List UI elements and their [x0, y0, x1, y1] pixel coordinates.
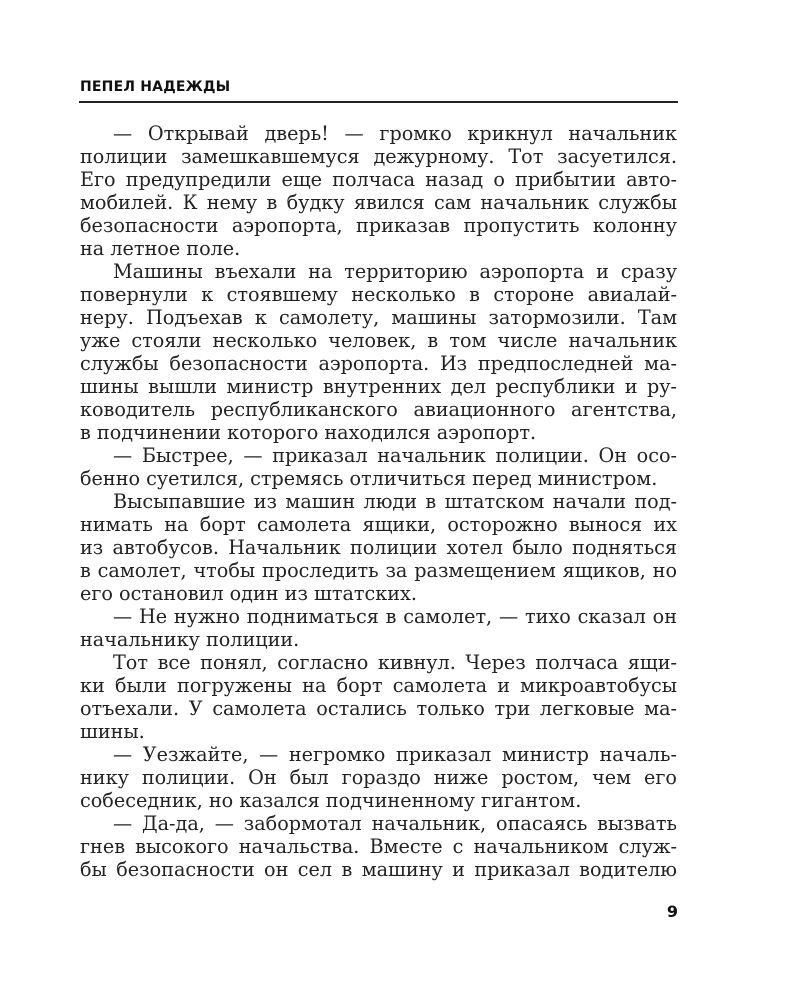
text-line: шины вышли министр внутренних дел республики и ру-: [80, 375, 677, 398]
text-line: нику полиции. Он был гораздо ниже ростом, чем его: [80, 766, 677, 789]
text-line: его остановил один из штатских.: [80, 582, 417, 605]
text-line: в самолет, чтобы проследить за размещением ящиков, но: [80, 559, 677, 582]
text-line: безопасности аэропорта, приказав пропустить колонну: [80, 214, 677, 237]
text-line: — Не нужно подниматься в самолет, — тихо сказал он: [113, 605, 677, 628]
running-title: ПЕПЕЛ НАДЕЖДЫ: [80, 79, 231, 95]
text-line: повернули к стоявшему несколько в стороне авиалай-: [80, 283, 677, 306]
text-line: неру. Подъехав к самолету, машины затормозили. Там: [80, 306, 677, 329]
header-rule: [79, 101, 678, 103]
text-line: уже стояли несколько человек, в том числе начальник: [80, 329, 677, 352]
text-line: собеседник, но казался подчиненному гигантом.: [80, 789, 582, 812]
text-line: службы безопасности аэропорта. Из предпоследней ма-: [80, 352, 677, 375]
body-text: [80, 122, 677, 881]
text-line: нимать на борт самолета ящики, осторожно вынося их: [80, 513, 677, 536]
text-line: отъехали. У самолета остались только три легковые ма-: [80, 697, 677, 720]
text-line: из автобусов. Начальник полиции хотел было подняться: [80, 536, 677, 559]
text-line: Его предупредили еще полчаса назад о прибытии авто-: [80, 168, 677, 191]
text-line: — Открывай дверь! — громко крикнул начальник: [113, 122, 677, 145]
text-line: — Да-да, — забормотал начальник, опасаясь вызвать: [113, 812, 677, 835]
text-line: — Быстрее, — приказал начальник полиции. Он осо-: [113, 444, 677, 467]
text-line: Машины въехали на территорию аэропорта и сразу: [113, 260, 677, 283]
text-line: — Уезжайте, — негромко приказал министр началь-: [113, 743, 677, 766]
text-line: гнев высокого начальства. Вместе с начальником служ-: [80, 835, 677, 858]
page-number: 9: [666, 902, 678, 921]
text-line: бы безопасности он сел в машину и приказал водителю: [80, 858, 677, 881]
text-line: шины.: [80, 720, 145, 743]
text-line: Тот все понял, согласно кивнул. Через полчаса ящи-: [113, 651, 677, 674]
text-line: ки были погружены на борт самолета и микроавтобусы: [80, 674, 677, 697]
text-line: полиции замешкавшемуся дежурному. Тот засуетился.: [80, 145, 677, 168]
text-line: начальнику полиции.: [80, 628, 300, 651]
text-line: Высыпавшие из машин люди в штатском начали под-: [113, 490, 677, 513]
text-line: на летное поле.: [80, 237, 241, 260]
text-line: мобилей. К нему в будку явился сам начальник службы: [80, 191, 677, 214]
text-line: в подчинении которого находился аэропорт.: [80, 421, 537, 444]
text-line: ководитель республиканского авиационного агентства,: [80, 398, 677, 421]
text-line: бенно суетился, стремясь отличиться перед министром.: [80, 467, 658, 490]
